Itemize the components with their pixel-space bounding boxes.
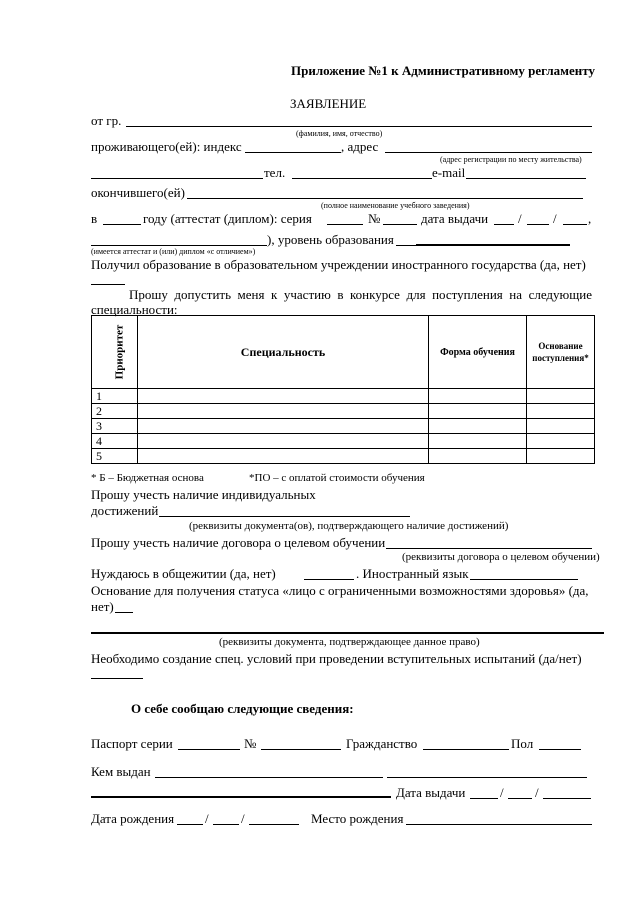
birth-place-label: Место рождения (311, 811, 404, 826)
footnote-budget: * Б – Бюджетная основа (91, 472, 204, 484)
achievements-label: Прошу учесть наличие индивидуальных (91, 487, 316, 502)
birth-place-field[interactable] (406, 824, 592, 825)
admission-basis-cell[interactable] (527, 389, 595, 404)
study-form-cell[interactable] (429, 449, 527, 464)
foreign-education-question: Получил образование в образовательном учреждении иностранного государства (да, нет) (91, 257, 586, 272)
target-contract-field[interactable] (386, 548, 592, 549)
birth-date-label: Дата рождения (91, 811, 175, 826)
passport-issue-day-field[interactable] (470, 798, 498, 799)
certificate-extra-field[interactable] (91, 245, 267, 246)
issued-by-field-cont[interactable] (387, 777, 587, 778)
address-caption: (адрес регистрации по месту жительства) (440, 155, 582, 164)
target-contract-label: Прошу учесть наличие договора о целевом обучении (91, 535, 386, 550)
achievements-caption: (реквизиты документа(ов), подтверждающего наличие достижений) (189, 520, 509, 532)
disability-status-question: Основание для получения статуса «лицо с ограниченными возможностями здоровья» (да, (91, 583, 589, 598)
institution-field[interactable] (187, 198, 583, 199)
priority-cell: 3 (92, 419, 138, 434)
address-field[interactable] (385, 152, 592, 153)
date-slash: / (500, 785, 504, 800)
appendix-heading: Приложение №1 к Административному регламенту (291, 63, 595, 78)
date-slash: / (205, 811, 209, 826)
achievements-label-cont: достижений (91, 503, 159, 518)
phone-field[interactable] (292, 178, 432, 179)
address-label: , адрес (341, 139, 379, 154)
priority-cell: 1 (92, 389, 138, 404)
footnote-paid: *ПО – с оплатой стоимости обучения (249, 472, 425, 484)
certificate-month-field[interactable] (527, 224, 549, 225)
priority-header-label: Приоритет (113, 324, 126, 380)
table-row (92, 434, 595, 449)
foreign-language-field[interactable] (470, 579, 578, 580)
birth-year-field[interactable] (249, 824, 299, 825)
email-field[interactable] (466, 178, 586, 179)
certificate-series-label: году (аттестат (диплом): серия (143, 211, 312, 226)
passport-series-label: Паспорт серии (91, 736, 173, 751)
citizenship-field[interactable] (423, 749, 509, 750)
table-row (92, 419, 595, 434)
dormitory-question: Нуждаюсь в общежитии (да, нет) (91, 566, 276, 581)
achievements-field[interactable] (159, 516, 410, 517)
residing-index-label: проживающего(ей): индекс (91, 139, 242, 154)
dormitory-answer-field[interactable] (304, 579, 354, 580)
study-form-cell[interactable] (429, 419, 527, 434)
date-slash: / (241, 811, 245, 826)
special-conditions-question: Необходимо создание спец. условий при проведении вступительных испытаний (да/нет) (91, 651, 582, 666)
institution-caption: (полное наименование учебного заведения) (321, 201, 470, 210)
priority-cell: 4 (92, 434, 138, 449)
address-continued-field[interactable] (91, 178, 263, 179)
education-level-field-start[interactable] (396, 245, 416, 246)
certificate-number-field[interactable] (383, 224, 417, 225)
study-form-cell[interactable] (429, 389, 527, 404)
issued-by-field[interactable] (155, 777, 383, 778)
comma: , (588, 211, 592, 226)
admission-basis-cell[interactable] (527, 404, 595, 419)
date-slash: / (553, 211, 557, 226)
disability-caption: (реквизиты документа, подтверждающее данное право) (219, 636, 480, 648)
admission-request-text: Прошу допустить меня к участию в конкурсе для поступления на следующие специальности: (91, 287, 592, 317)
study-form-cell[interactable] (429, 434, 527, 449)
priority-cell: 2 (92, 404, 138, 419)
table-header-row (92, 316, 595, 389)
specialty-cell[interactable] (138, 449, 429, 464)
study-form-column-header: Форма обучения (429, 316, 527, 389)
certificate-series-field[interactable] (327, 224, 363, 225)
certificate-number-sign: № (368, 211, 381, 226)
disability-answer-field[interactable] (115, 612, 133, 613)
table-row (92, 389, 595, 404)
passport-issue-month-field[interactable] (508, 798, 532, 799)
foreign-language-label: . Иностранный язык (356, 566, 469, 581)
specialties-table (91, 315, 595, 464)
table-row (92, 404, 595, 419)
target-contract-caption: (реквизиты договора о целевом обучении) (402, 551, 600, 563)
passport-series-field[interactable] (178, 749, 240, 750)
special-conditions-answer-field[interactable] (91, 678, 143, 679)
study-form-cell[interactable] (429, 404, 527, 419)
education-level-field[interactable] (416, 244, 570, 246)
specialty-cell[interactable] (138, 419, 429, 434)
issued-by-field-line2[interactable] (91, 796, 391, 798)
disability-status-question-cont: нет) (91, 599, 114, 614)
specialty-cell[interactable] (138, 404, 429, 419)
specialty-cell[interactable] (138, 434, 429, 449)
date-slash: / (535, 785, 539, 800)
admission-basis-column-header: Основание поступления* (527, 316, 595, 389)
admission-basis-cell[interactable] (527, 434, 595, 449)
graduation-year-field[interactable] (103, 224, 141, 225)
passport-issue-year-field[interactable] (543, 798, 591, 799)
priority-column-header (92, 316, 138, 389)
graduated-label: окончившего(ей) (91, 185, 185, 200)
certificate-day-field[interactable] (494, 224, 514, 225)
table-row (92, 449, 595, 464)
index-field[interactable] (245, 152, 341, 153)
certificate-issue-date-label: дата выдачи (421, 211, 489, 226)
email-label: e-mail (432, 165, 466, 180)
date-slash: / (518, 211, 522, 226)
document-title: ЗАЯВЛЕНИЕ (290, 96, 367, 111)
certificate-year-field[interactable] (563, 224, 587, 225)
passport-number-sign: № (244, 736, 257, 751)
from-citizen-label: от гр. (91, 113, 122, 128)
admission-basis-cell[interactable] (527, 449, 595, 464)
birth-month-field[interactable] (213, 824, 239, 825)
year-prefix-label: в (91, 211, 98, 226)
specialty-cell[interactable] (138, 389, 429, 404)
fio-field[interactable] (126, 126, 592, 127)
issued-by-label: Кем выдан (91, 764, 151, 779)
passport-issue-date-label: Дата выдачи (396, 785, 466, 800)
personal-info-heading: О себе сообщаю следующие сведения: (131, 701, 354, 716)
fio-caption: (фамилия, имя, отчество) (296, 129, 383, 138)
admission-basis-cell[interactable] (527, 419, 595, 434)
education-level-label: ), уровень образования (267, 232, 394, 247)
citizenship-label: Гражданство (346, 736, 418, 751)
disability-document-field[interactable] (91, 632, 604, 634)
honors-caption: (имеется аттестат и (или) диплом «с отличием») (91, 247, 256, 256)
sex-field[interactable] (539, 749, 581, 750)
sex-label: Пол (511, 736, 534, 751)
phone-label: тел. (264, 165, 286, 180)
birth-day-field[interactable] (177, 824, 203, 825)
priority-cell: 5 (92, 449, 138, 464)
specialty-column-header: Специальность (138, 316, 429, 389)
foreign-education-answer-field[interactable] (91, 284, 125, 285)
passport-number-field[interactable] (261, 749, 341, 750)
